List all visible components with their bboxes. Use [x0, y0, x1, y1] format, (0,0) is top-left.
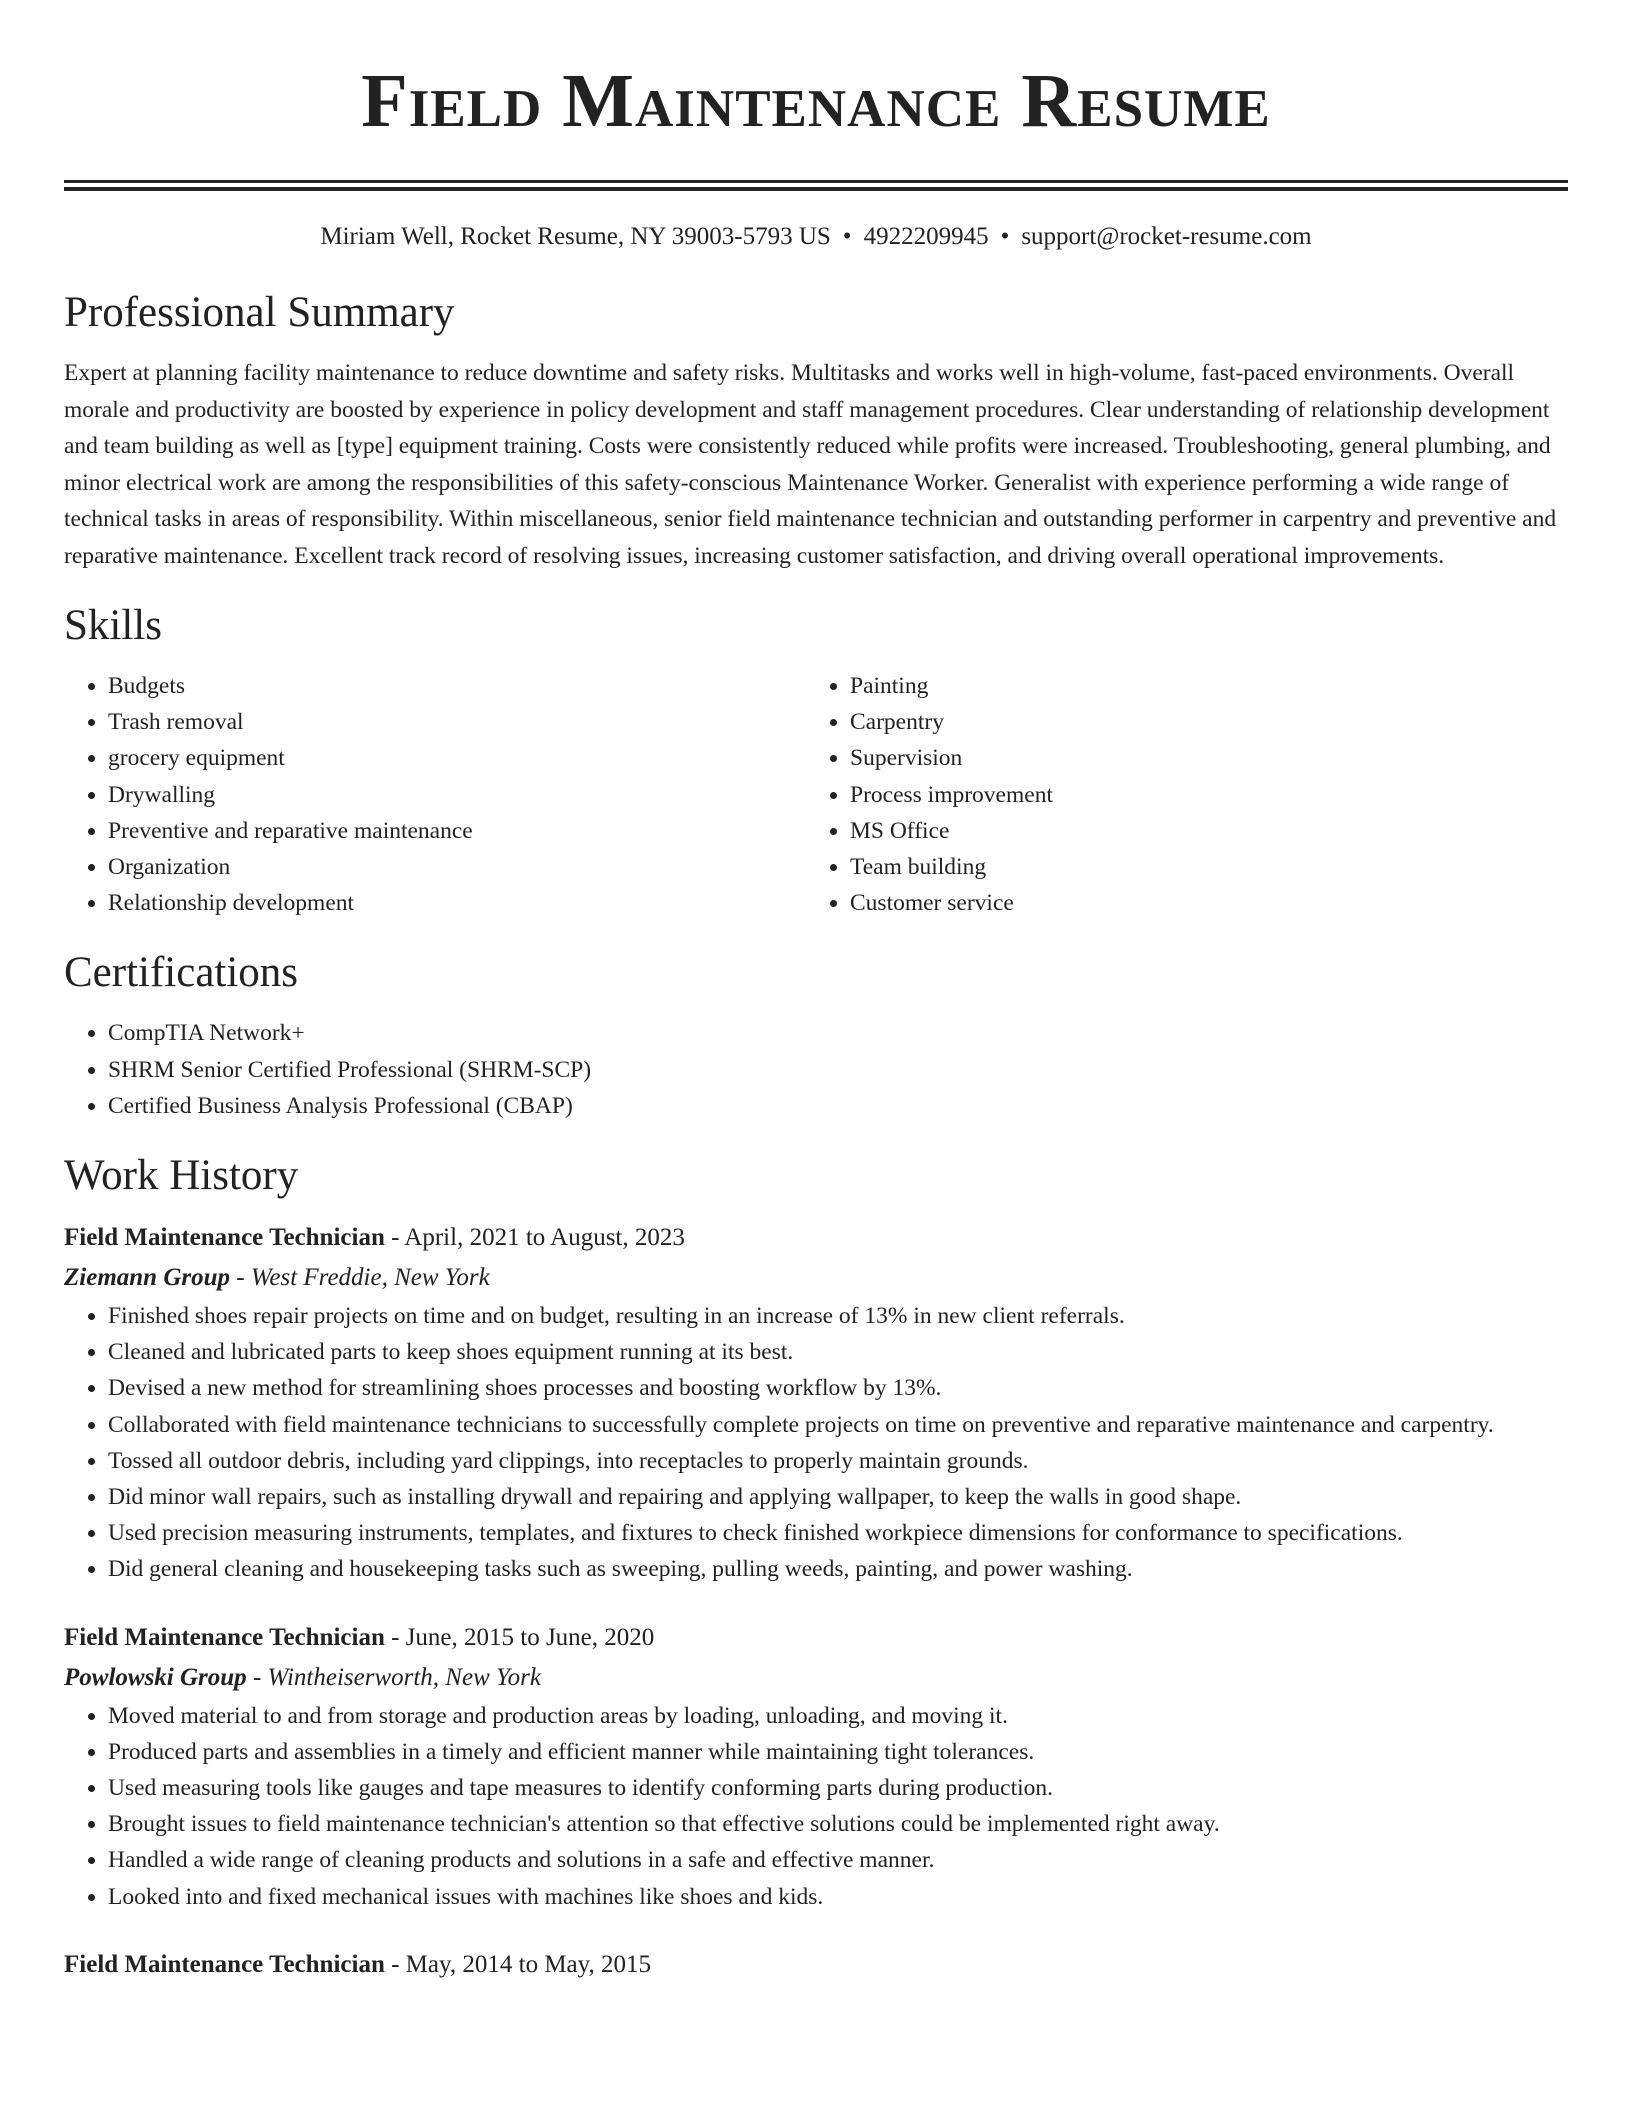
job-entry — [64, 1218, 1568, 1588]
skills-list-left — [64, 668, 806, 921]
job-duty-item: • Looked into and fixed mechanical issues with machines like shoes and kids. — [108, 1879, 1568, 1915]
contact-phone: 4922209945 — [863, 223, 989, 250]
certification-item: • Certified Business Analysis Professional (CBAP) — [108, 1088, 1568, 1124]
job-list — [64, 1218, 1568, 1985]
certifications-section — [64, 947, 1568, 1124]
professional-summary-section — [64, 287, 1568, 574]
job-header — [64, 1945, 1568, 1985]
job-company: Ziemann Group — [64, 1264, 231, 1292]
job-entry — [64, 1618, 1568, 1915]
job-title: Field Maintenance Technician — [64, 1224, 385, 1252]
skill-item: • Painting — [850, 668, 1548, 704]
job-entry — [64, 1945, 1568, 1985]
job-duty-item: • Produced parts and assemblies in a timely and efficient manner while maintaining tight tolerances. — [108, 1734, 1568, 1770]
job-duty-item: • Devised a new method for streamlining shoes processes and boosting workflow by 13%. — [108, 1370, 1568, 1406]
contact-email: support@rocket-resume.com — [1021, 223, 1312, 250]
skills-columns — [64, 668, 1568, 921]
job-header — [64, 1218, 1568, 1258]
resume-page — [64, 0, 1568, 1985]
job-location: - Wintheiserworth, New York — [246, 1663, 541, 1691]
skills-section — [64, 600, 1568, 921]
skills-column-right — [806, 668, 1548, 921]
skill-item: • grocery equipment — [108, 740, 806, 776]
skills-column-left — [64, 668, 806, 921]
skill-item: • MS Office — [850, 813, 1548, 849]
job-duties-list — [64, 1698, 1568, 1915]
job-duty-item: • Did minor wall repairs, such as installing drywall and repairing and applying wallpaper, to keep the walls in good shape. — [108, 1479, 1568, 1515]
section-heading-certifications: Certifications — [64, 949, 299, 997]
job-dates: - June, 2015 to June, 2020 — [384, 1623, 655, 1651]
job-duties-list — [64, 1298, 1568, 1588]
title-double-rule — [64, 180, 1568, 191]
job-duty-item: • Handled a wide range of cleaning products and solutions in a safe and effective manner. — [108, 1842, 1568, 1878]
skill-item: • Process improvement — [850, 777, 1548, 813]
certification-item: • SHRM Senior Certified Professional (SHRM-SCP) — [108, 1052, 1568, 1088]
contact-line — [64, 221, 1568, 253]
job-duty-item: • Moved material to and from storage and production areas by loading, unloading, and moving it. — [108, 1698, 1568, 1734]
skill-item: • Supervision — [850, 740, 1548, 776]
job-title: Field Maintenance Technician — [64, 1950, 385, 1978]
skill-item: • Carpentry — [850, 704, 1548, 740]
job-duty-item: • Did general cleaning and housekeeping tasks such as sweeping, pulling weeds, painting, and power washing. — [108, 1551, 1568, 1587]
job-company: Powlowski Group — [64, 1663, 247, 1691]
skill-item: • Relationship development — [108, 885, 806, 921]
summary-text: Expert at planning facility maintenance to reduce downtime and safety risks. Multitasks and works well in high-volume, fast-paced environments. Overall morale and productivity are boosted by experience in policy development and staff management procedures. Clear understanding of relationship development and team building as well as [type] equipment training. Costs were consistently reduced while profits were increased. Troubleshooting, general plumbing, and minor electrical work are among the responsibilities of this safety-conscious Maintenance Worker. Generalist with experience performing a wide range of technical tasks in areas of responsibility. Within miscellaneous, senior field maintenance technician and outstanding performer in carpentry and preventive and reparative maintenance. Excellent track record of resolving issues, increasing customer satisfaction, and driving overall operational improvements. — [64, 360, 1557, 569]
certifications-list — [64, 1015, 1568, 1124]
work-history-section — [64, 1150, 1568, 1985]
skill-item: • Budgets — [108, 668, 806, 704]
job-duty-item: • Collaborated with field maintenance technicians to successfully complete projects on time on preventive and reparative maintenance and carpentry. — [108, 1407, 1568, 1443]
skill-item: • Team building — [850, 849, 1548, 885]
skill-item: • Organization — [108, 849, 806, 885]
section-heading-work-history: Work History — [64, 1152, 299, 1200]
job-duty-item: • Brought issues to field maintenance technician's attention so that effective solutions could be implemented right away. — [108, 1806, 1568, 1842]
job-duty-item: • Used measuring tools like gauges and tape measures to identify conforming parts during production. — [108, 1770, 1568, 1806]
job-employer-line — [64, 1658, 1568, 1698]
job-employer-line — [64, 1258, 1568, 1298]
section-heading-summary: Professional Summary — [64, 289, 455, 336]
resume-title: Field Maintenance Resume — [361, 59, 1271, 143]
job-dates: - April, 2021 to August, 2023 — [384, 1224, 685, 1252]
job-header — [64, 1618, 1568, 1658]
job-duty-item: • Cleaned and lubricated parts to keep shoes equipment running at its best. — [108, 1334, 1568, 1370]
skills-list-right — [806, 668, 1548, 921]
job-dates: - May, 2014 to May, 2015 — [384, 1950, 652, 1978]
job-duty-item: • Used precision measuring instruments, templates, and fixtures to check finished workpiece dimensions for conformance to specifications. — [108, 1515, 1568, 1551]
contact-separator: • — [842, 223, 852, 250]
job-duty-item: • Finished shoes repair projects on time and on budget, resulting in an increase of 13% in new client referrals. — [108, 1298, 1568, 1334]
section-heading-skills: Skills — [64, 602, 162, 649]
skill-item: • Customer service — [850, 885, 1548, 921]
skill-item: • Preventive and reparative maintenance — [108, 813, 806, 849]
certification-item: • CompTIA Network+ — [108, 1015, 1568, 1051]
job-title: Field Maintenance Technician — [64, 1623, 385, 1651]
skill-item: • Drywalling — [108, 777, 806, 813]
contact-address: Miriam Well, Rocket Resume, NY 39003-5793 US — [320, 223, 831, 250]
job-duty-item: • Tossed all outdoor debris, including yard clippings, into receptacles to properly maintain grounds. — [108, 1443, 1568, 1479]
job-location: - West Freddie, New York — [230, 1264, 490, 1292]
contact-separator: • — [1000, 223, 1010, 250]
skill-item: • Trash removal — [108, 704, 806, 740]
